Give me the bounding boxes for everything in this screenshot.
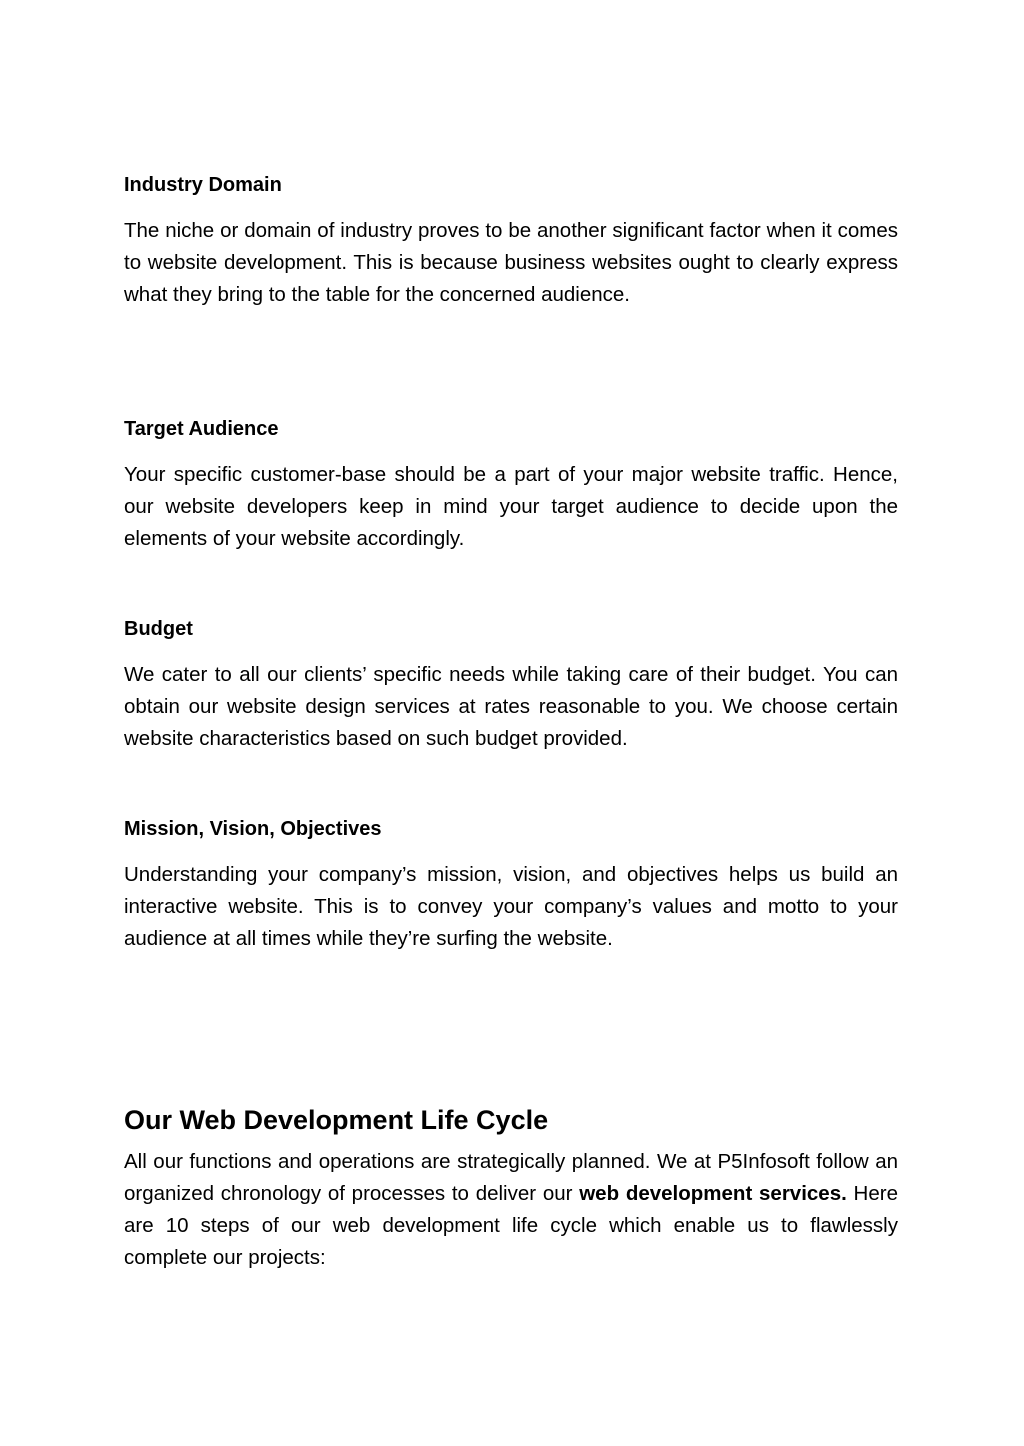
lifecycle-paragraph (124, 1146, 898, 1274)
section-budget (124, 615, 898, 755)
section-mission-vision-objectives (124, 815, 898, 955)
section-heading: Industry Domain (124, 174, 282, 196)
section-target-audience (124, 415, 898, 555)
section-paragraph: Your specific customer-base should be a part of your major website traffic. Hence, our website developers keep in mind your target audience to decide upon the elements of your website accordingly. (124, 463, 898, 550)
lifecycle-text-start: All our functions and operations are strategically planned. We at P5Infosoft follow an organized chronology of processes to deliver our (124, 1150, 898, 1205)
lifecycle-text-bold: web development services. (579, 1182, 847, 1205)
section-paragraph: Understanding your company’s mission, vision, and objectives helps us build an interactive website. This is to convey your company’s values and motto to your audience at all times while they’re surfing the website. (124, 863, 898, 950)
section-heading: Mission, Vision, Objectives (124, 818, 382, 840)
section-industry-domain (124, 171, 898, 311)
lifecycle-text-end: Here are 10 steps of our web development life cycle which enable us to flawlessly complete our projects: (124, 1182, 898, 1269)
section-heading: Target Audience (124, 418, 279, 440)
page-heading: Our Web Development Life Cycle (124, 1105, 549, 1135)
section-heading: Budget (124, 618, 193, 640)
section-paragraph: We cater to all our clients’ specific needs while taking care of their budget. You can obtain our website design services at rates reasonable to you. We choose certain website characteristics based on such budget provided. (124, 663, 898, 750)
section-paragraph: The niche or domain of industry proves to be another significant factor when it comes to website development. This is because business websites ought to clearly express what they bring to the table for the concerned audience. (124, 219, 898, 306)
section-web-development-life-cycle (124, 1102, 898, 1274)
